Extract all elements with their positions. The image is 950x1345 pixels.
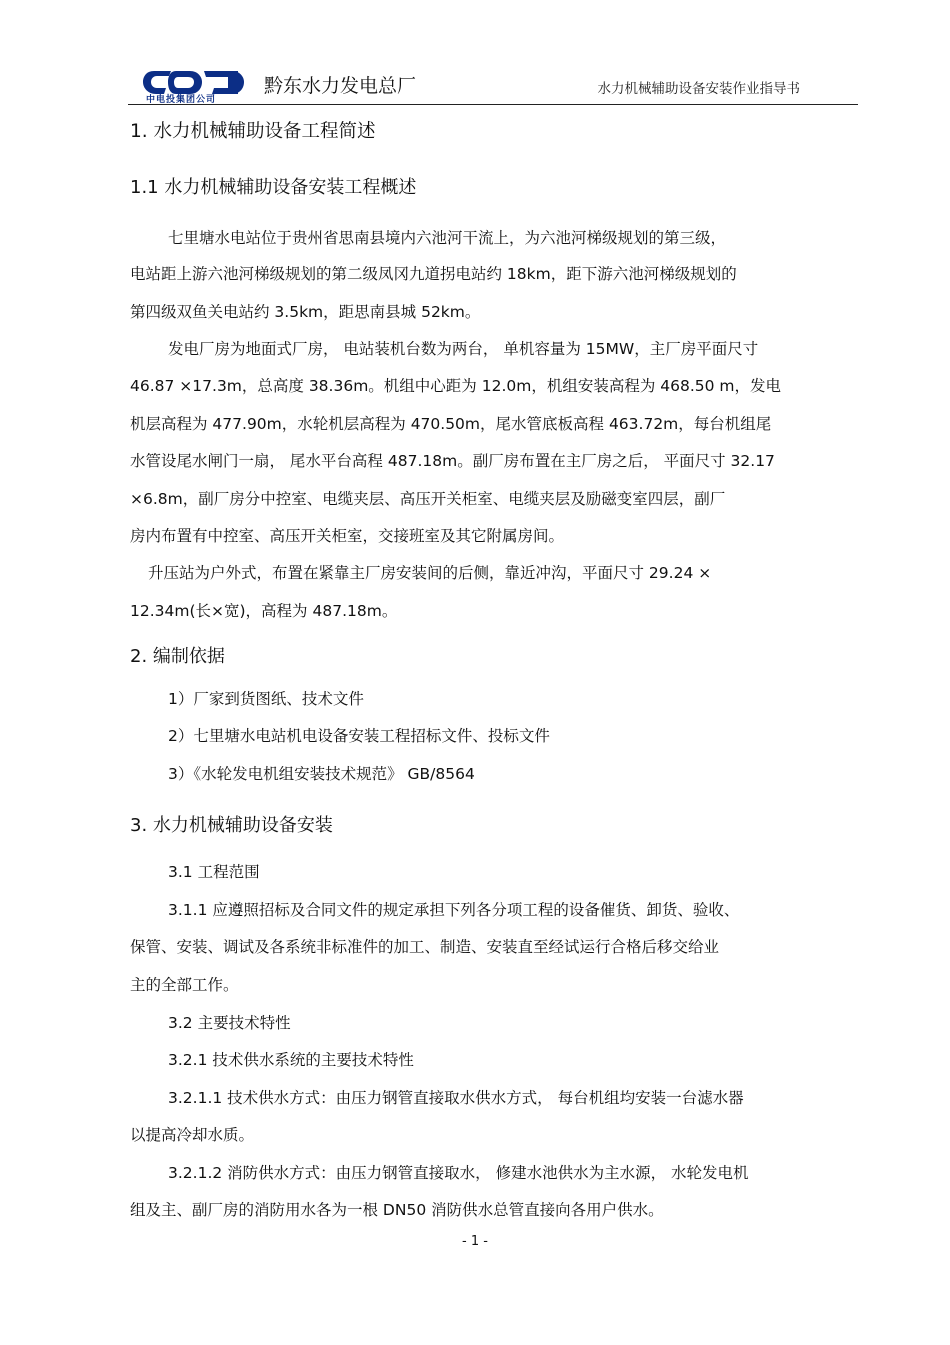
- heading-3: 3. 水力机械辅助设备安装: [130, 815, 333, 836]
- paragraph-line: 电站距上游六池河梯级规划的第二级凤冈九道拐电站约 18km，距下游六池河梯级规划的: [130, 265, 737, 283]
- paragraph-line: 发电厂房为地面式厂房， 电站装机台数为两台， 单机容量为 15MW，主厂房平面尺寸: [168, 340, 759, 358]
- paragraph-line: 3.1.1 应遵照招标及合同文件的规定承担下列各分项工程的设备催货、卸货、验收、: [168, 901, 740, 919]
- list-item: 3）《水轮发电机组安装技术规范》 GB/8564: [168, 765, 475, 783]
- paragraph-line: 主的全部工作。: [130, 976, 239, 994]
- section-3-2: 3.2 主要技术特性: [168, 1014, 291, 1032]
- list-item: 1）厂家到货图纸、技术文件: [168, 690, 364, 708]
- paragraph-line: 保管、安装、调试及各系统非标准件的加工、制造、安装直至经试运行合格后移交给业: [130, 938, 720, 956]
- paragraph-line: 机层高程为 477.90m，水轮机层高程为 470.50m，尾水管底板高程 463.72m，每台机组尾: [130, 415, 772, 433]
- header-rule: [128, 104, 858, 105]
- paragraph-line: 以提高冷却水质。: [130, 1126, 255, 1144]
- paragraph-line: 3.2.1.2 消防供水方式：由压力钢管直接取水， 修建水池供水为主水源， 水轮发电机: [168, 1164, 749, 1182]
- section-3-2-1: 3.2.1 技术供水系统的主要技术特性: [168, 1051, 414, 1069]
- paragraph-line: 46.87 ×17.3m，总高度 38.36m。机组中心距为 12.0m，机组安装高程为 468.50 m，发电: [130, 377, 782, 395]
- organization-name: 黔东水力发电总厂: [264, 75, 417, 97]
- paragraph-line: ×6.8m，副厂房分中控室、电缆夹层、高压开关柜室、电缆夹层及励磁变室四层，副厂: [130, 490, 726, 508]
- paragraph-line: 组及主、副厂房的消防用水各为一根 DN50 消防供水总管直接向各用户供水。: [130, 1201, 664, 1219]
- list-item: 2）七里塘水电站机电设备安装工程招标文件、投标文件: [168, 727, 550, 745]
- paragraph-line: 七里塘水电站位于贵州省思南县境内六池河干流上，为六池河梯级规划的第三级，: [168, 229, 727, 247]
- heading-1-1: 1.1 水力机械辅助设备安装工程概述: [130, 177, 417, 198]
- heading-1: 1. 水力机械辅助设备工程简述: [130, 121, 376, 142]
- paragraph-line: 3.2.1.1 技术供水方式：由压力钢管直接取水供水方式， 每台机组均安装一台滤水器: [168, 1089, 744, 1107]
- paragraph-line: 水管设尾水闸门一扇， 尾水平台高程 487.18m。副厂房布置在主厂房之后， 平面尺寸 32.17: [130, 452, 775, 470]
- paragraph-line: 升压站为户外式，布置在紧靠主厂房安装间的后侧，靠近冲沟，平面尺寸 29.24 ×: [148, 564, 712, 582]
- paragraph-line: 房内布置有中控室、高压开关柜室，交接班室及其它附属房间。: [130, 527, 565, 545]
- paragraph-line: 12.34m(长×宽)，高程为 487.18m。: [130, 602, 398, 620]
- page-number: - 1 -: [462, 1234, 488, 1249]
- section-3-1: 3.1 工程范围: [168, 863, 260, 881]
- page-header: [128, 62, 858, 104]
- document-title: 水力机械辅助设备安装作业指导书: [597, 81, 800, 97]
- logo-caption: 中电投集团公司: [146, 95, 217, 105]
- heading-2: 2. 编制依据: [130, 646, 225, 667]
- paragraph-line: 第四级双鱼关电站约 3.5km，距思南县城 52km。: [130, 303, 481, 321]
